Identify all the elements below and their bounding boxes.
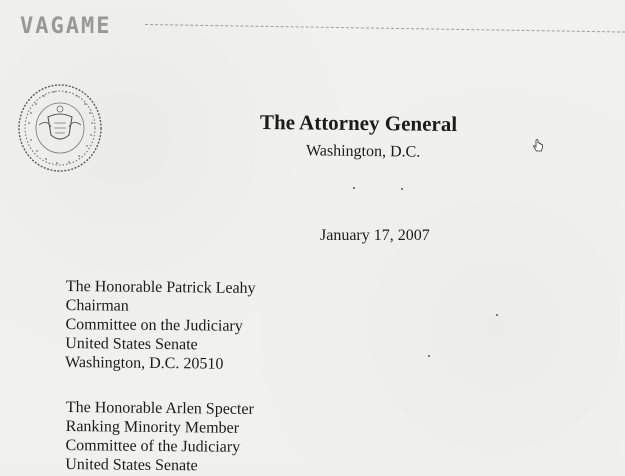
scan-speck [496,314,498,316]
address-line: Committee of the Judiciary [65,436,241,456]
letter-date: January 17, 2007 [320,227,430,244]
address-line: Chairman [65,296,129,315]
top-divider-line [145,24,625,36]
scan-speck [428,355,430,357]
address-line: Committee on the Judiciary [65,315,243,335]
address-line: The Honorable Arlen Specter [65,398,254,418]
address-line: Ranking Minority Member [65,417,240,437]
address-line: United States Senate [65,334,198,354]
watermark-logo: VAGAME [20,14,112,39]
letterhead-location: Washington, D.C. [305,142,421,161]
recipient-block-leahy [65,277,256,374]
letterhead-title: The Attorney General [259,109,458,137]
scan-speck [353,187,355,189]
seal-icon [17,83,103,173]
address-line: Washington, D.C. 20510 [65,353,224,373]
address-line: United States Senate [65,455,198,475]
hand-cursor-icon [532,139,544,153]
recipient-block-specter [65,398,254,476]
address-line: The Honorable Patrick Leahy [65,277,256,297]
scan-speck [401,188,403,190]
